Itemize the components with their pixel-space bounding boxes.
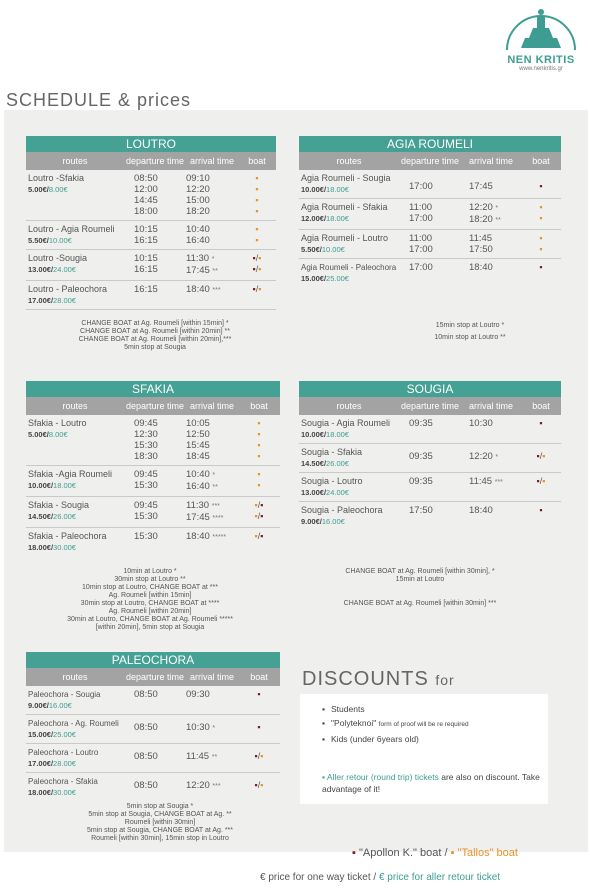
note: CHANGE BOAT at Ag. Roumeli [within 20min],*** <box>78 336 232 343</box>
col-arrival: arrival time <box>189 156 234 166</box>
col-routes: routes <box>62 401 88 411</box>
round-trip-highlight: Aller retour (round trip) tickets <box>326 772 439 782</box>
round-trip-text: are also on discount. Take advantage of it! <box>322 772 540 794</box>
note: 15min at Loutro <box>395 576 445 583</box>
proof-note: form of proof will be re required <box>378 721 469 728</box>
col-routes: routes <box>336 401 362 411</box>
table-row: Paleochora - Sfakia 18.00€/30.00€ 08:50 12:20 *** ▪/▪ <box>28 777 264 797</box>
col-boat: boat <box>250 672 268 682</box>
col-boat: boat <box>250 401 268 411</box>
table-title: LOUTRO <box>26 136 276 152</box>
table-title: AGIA ROUMELI <box>299 136 561 152</box>
note: Roumeli [within 30min], 15min stop in Loutro <box>91 835 229 842</box>
table-row: Paleochora - Ag. Roumeli 15.00€/25.00€ 08:50 10:30 * ▪ <box>26 715 280 744</box>
brand-logo <box>496 4 586 96</box>
loutro-notes <box>40 320 270 352</box>
table-row: Loutro - Agia Roumeli 5.50€/10.00€ 10:15 16:15 10:40 16:40 ▪ ▪ <box>26 221 276 250</box>
table-title: PALEOCHORA <box>26 652 280 668</box>
one-way-label: € price for one way ticket / <box>260 872 377 883</box>
col-routes: routes <box>336 156 362 166</box>
table-row: Sfakia -Agia Roumeli 10.00€/18.00€ 09:45 15:30 10:40 * 16:40 ** ▪ ▪ <box>26 466 280 497</box>
note: 30min stop at Loutro, CHANGE BOAT at **** <box>80 600 220 607</box>
boat-legend: ▪ "Apollon K." boat / ▪ "Tallos" boat <box>352 847 518 859</box>
col-routes: routes <box>62 672 88 682</box>
return-label: € price for aller retour ticket <box>378 872 501 883</box>
note: Ag. Roumeli [within 15min] <box>108 592 192 599</box>
table-row: Sougia - Agia Roumeli 10.00€/18.00€ 09:35 10:30 ▪ <box>299 415 561 444</box>
table-row: Agia Roumeli - Sougia 10.00€/18.00€ 17:00 17:45 ▪ <box>299 170 561 199</box>
note: Roumeli [within 30min] <box>124 819 196 826</box>
discounts-for: for <box>435 672 455 688</box>
discounts-heading <box>302 668 455 691</box>
sougia-notes <box>300 568 540 608</box>
col-departure: departure time <box>125 401 185 411</box>
table-row: Agia Roumeli - Loutro 5.50€/10.00€ 11:00 17:00 11:45 17:50 ▪ ▪ <box>299 230 561 259</box>
note: CHANGE BOAT at Ag. Roumeli [within 20min] ** <box>80 328 230 335</box>
paleochora-notes <box>40 803 280 843</box>
page-title: SCHEDULE & prices <box>6 90 192 110</box>
table-row: Agia Roumeli - Sfakia 12.00€/18.00€ 11:00 17:00 12:20 * 18:20 ** ▪ ▪ <box>299 199 561 230</box>
note: 10min stop at Loutro, CHANGE BOAT at *** <box>82 584 218 591</box>
sougia-table <box>299 381 561 530</box>
discounts-title: DISCOUNTS <box>302 668 429 690</box>
table-header <box>299 152 561 170</box>
table-row: Agia Roumeli - Paleochora 15.00€/25.00€ 17:00 18:40 ▪ <box>301 262 543 283</box>
table-row: Sfakia - Loutro 5.00€/8.00€ 09:45 12:30 15:30 18:30 10:05 12:50 15:45 18:45 ▪ ▪ ▪ ▪ <box>26 415 280 466</box>
note: CHANGE BOAT at Ag. Roumeli [within 30min], * <box>345 568 495 575</box>
table-title: SOUGIA <box>299 381 561 397</box>
col-routes: routes <box>62 156 88 166</box>
paleochora-table <box>26 652 280 801</box>
table-row: Sfakia - Sougia 14.50€/26.00€ 09:45 15:30 11:30 *** 17:45 **** ▪/▪ ▪/▪ <box>26 497 280 528</box>
note: CHANGE BOAT at Ag. Roumeli [within 30min] *** <box>343 600 497 607</box>
table-title: SFAKIA <box>26 381 280 397</box>
list-item: ▪ Students <box>322 702 548 716</box>
note: 10min at Loutro * <box>123 568 177 575</box>
list-item: ▪ Kids (under 6years old) <box>322 732 548 746</box>
table-header <box>26 397 280 415</box>
col-boat: boat <box>248 156 266 166</box>
note: Ag. Roumeli [within 20min] <box>108 608 192 615</box>
col-departure: departure time <box>400 156 460 166</box>
note: [within 20min], 5min stop at Sougia <box>95 624 205 631</box>
discount-list <box>300 694 548 746</box>
table-row: Loutro -Sougia 13.00€/24.00€ 10:15 16:15 11:30 * 17:45 ** ▪/▪ ▪/▪ <box>26 250 276 281</box>
col-departure: departure time <box>400 401 460 411</box>
col-arrival: arrival time <box>468 156 513 166</box>
table-row: Paleochora - Loutro 17.00€/28.00€ 08:50 11:45 ** ▪/▪ <box>26 744 280 773</box>
table-row: Sfakia - Paleochora 18.00€/30.00€ 15:30 18:40 ***** ▪/▪ <box>28 531 264 552</box>
table-row: Paleochora - Sougia 9.00€/16.00€ 08:50 09:30 ▪ <box>26 686 280 715</box>
note: 5min stop at Sougia, CHANGE BOAT at Ag. ** <box>88 811 232 818</box>
table-header <box>299 397 561 415</box>
col-arrival: arrival time <box>468 401 513 411</box>
note: 10min stop at Loutro ** <box>434 334 506 341</box>
list-item: ▪ "Polyteknoi" form of proof will be re required <box>322 716 548 732</box>
table-row: Sougia - Loutro 13.00€/24.00€ 09:35 11:45 *** ▪/▪ <box>299 473 561 502</box>
note: 5min stop at Sougia <box>124 344 186 351</box>
price-footer <box>260 872 500 883</box>
round-trip-note: ▪ Aller retour (round trip) tickets are also on discount. Take advantage of it! <box>322 772 540 794</box>
table-row: Sougia - Sfakia 14.50€/26.00€ 09:35 12:20 * ▪/▪ <box>299 444 561 473</box>
legend-apollon: "Apollon K." boat / <box>358 847 448 859</box>
note: 30min stop at Loutro ** <box>114 576 186 583</box>
col-boat: boat <box>532 156 550 166</box>
note: 15min stop at Loutro * <box>435 322 505 329</box>
col-boat: boat <box>532 401 550 411</box>
agia-roumeli-notes <box>400 322 540 342</box>
brand-url: www.nenkritis.gr <box>519 66 563 72</box>
col-departure: departure time <box>125 156 185 166</box>
note: 5min stop at Sougia, CHANGE BOAT at Ag. *** <box>86 827 234 834</box>
brand-name: NEN KRITIS <box>507 54 575 66</box>
col-arrival: arrival time <box>189 672 234 682</box>
discounts-box <box>300 694 548 804</box>
legend-tallos: "Tallos" boat <box>457 847 518 859</box>
table-row: Sougia - Paleochora 9.00€/16.00€ 17:50 18:40 ▪ <box>301 505 543 526</box>
note: 30min at Loutro, CHANGE BOAT at Ag. Roumeli ***** <box>67 616 233 623</box>
note: CHANGE BOAT at Ag. Roumeli [within 15min] * <box>81 320 229 327</box>
table-header <box>26 668 280 686</box>
col-arrival: arrival time <box>189 401 234 411</box>
note: 5min stop at Sougia * <box>126 803 194 810</box>
sfakia-notes <box>30 568 270 632</box>
ship-logo-icon <box>501 4 581 54</box>
table-header <box>26 152 276 170</box>
loutro-table <box>26 136 276 310</box>
col-departure: departure time <box>125 672 185 682</box>
table-row: Loutro - Paleochora 17.00€/28.00€ 16:15 18:40 *** ▪/▪ <box>26 281 276 310</box>
agia-roumeli-table <box>299 136 561 287</box>
table-row: Loutro -Sfakia 5.00€/8.00€ 08:50 12:00 14:45 18:00 09:10 12:20 15:00 18:20 ▪ ▪ ▪ ▪ <box>26 170 276 221</box>
sfakia-table <box>26 381 280 556</box>
